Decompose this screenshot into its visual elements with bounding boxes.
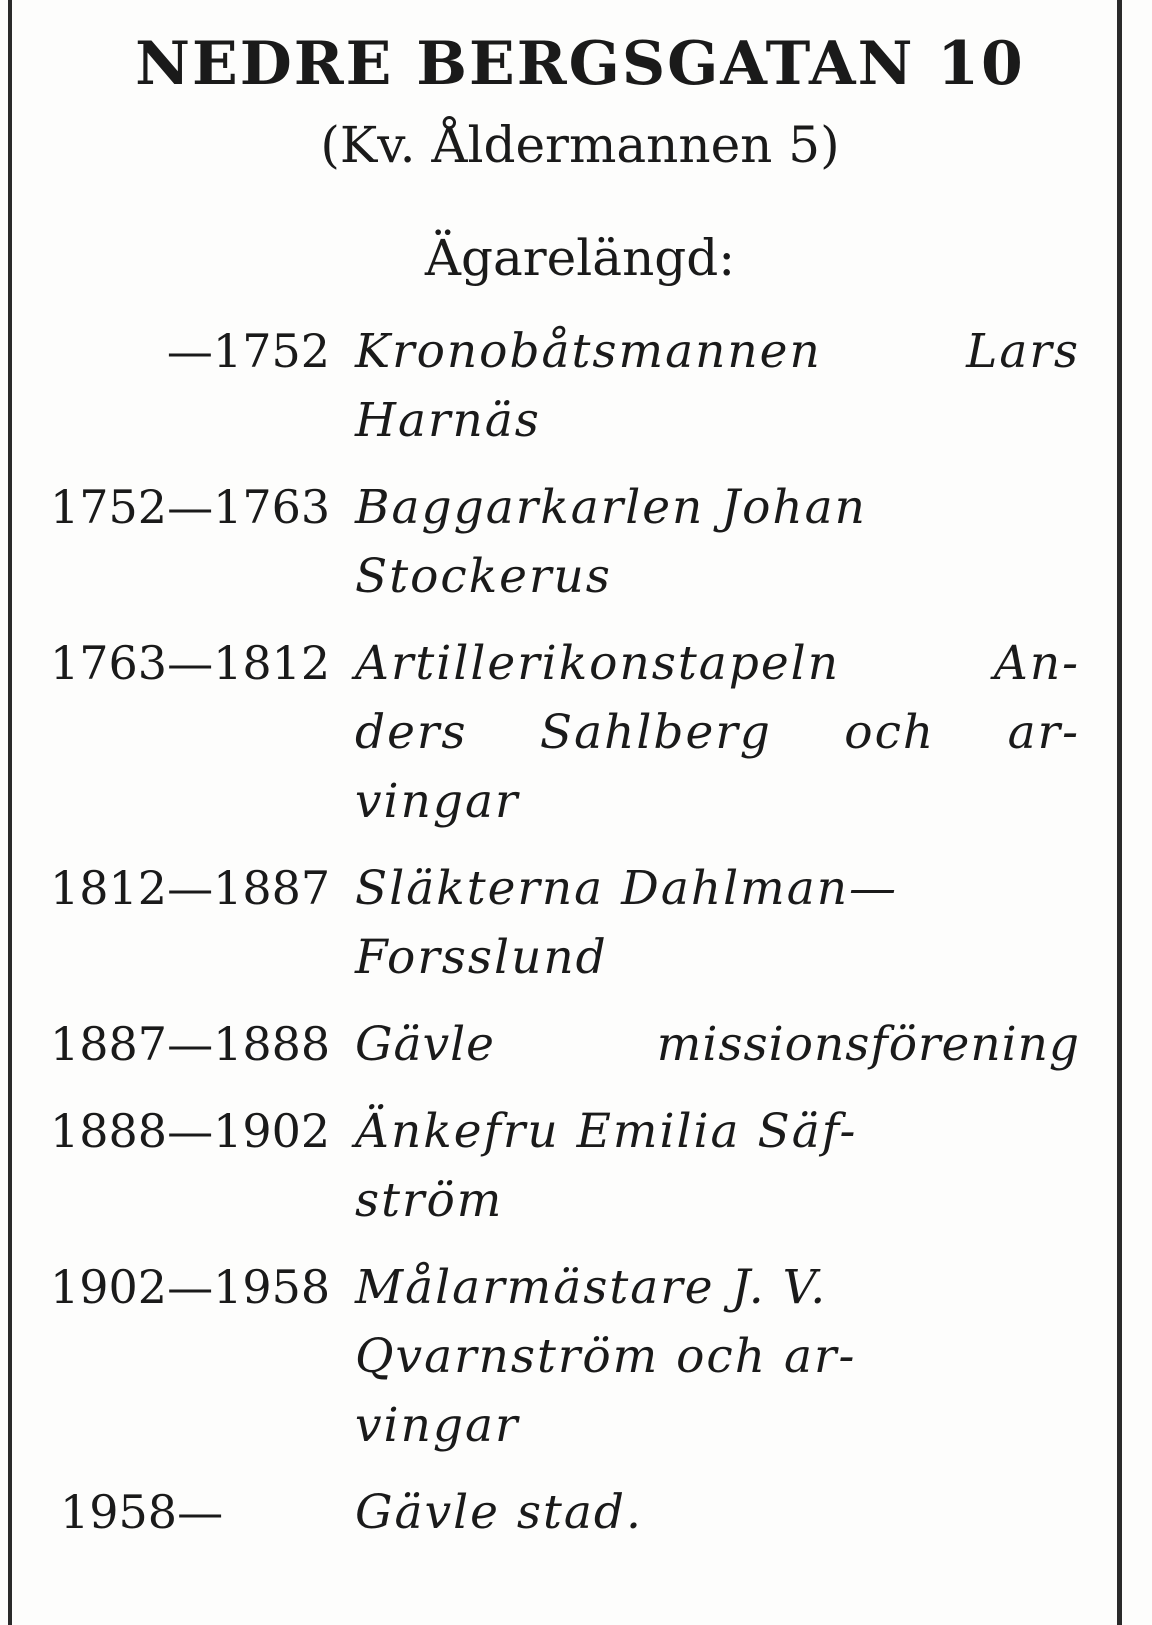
section-heading: Ägarelängd: — [424, 229, 736, 287]
owner-line: Stockerus — [355, 549, 612, 604]
owner-line: Änkefru Emilia Säf- — [355, 1104, 858, 1159]
owner-entry — [0, 854, 1152, 992]
entry-owner — [355, 1253, 1080, 1460]
owner-line: ders Sahlberg och ar- — [355, 705, 1080, 760]
owner-entry — [0, 1097, 1152, 1235]
entry-owner — [355, 629, 1080, 836]
owner-line: Kronobåtsmannen Lars — [355, 324, 1080, 379]
entry-years: 1888—1902 — [50, 1104, 331, 1158]
owner-line: Baggarkarlen Johan — [355, 480, 867, 535]
owner-line: Släkterna Dahlman— — [355, 861, 898, 916]
entry-years: 1763—1812 — [50, 636, 331, 690]
entry-owner — [355, 1010, 1080, 1079]
entry-owner — [355, 473, 1080, 611]
owner-line: Qvarnström och ar- — [355, 1329, 857, 1384]
entry-owner — [355, 1478, 1080, 1547]
entry-years: 1958— — [60, 1485, 224, 1539]
document-subtitle: (Kv. Åldermannen 5) — [320, 116, 840, 174]
entry-years: 1752—1763 — [50, 480, 331, 534]
owner-entry — [0, 473, 1152, 611]
entry-years: 1812—1887 — [50, 861, 331, 915]
owner-entry — [0, 1478, 1152, 1547]
entry-owner — [355, 1097, 1080, 1235]
owner-line: Gävle stad. — [355, 1485, 643, 1540]
owner-line: Målarmästare J. V. — [355, 1260, 828, 1315]
entry-years: 1902—1958 — [50, 1260, 331, 1314]
entry-years: —1752 — [166, 324, 330, 378]
owner-entry — [0, 317, 1152, 455]
owner-line: Artillerikonstapeln An- — [355, 636, 1080, 691]
owner-line: Forsslund — [355, 930, 608, 985]
entry-owner — [355, 854, 1080, 992]
owner-line: vingar — [355, 774, 520, 829]
owner-entry — [0, 629, 1152, 836]
owner-list — [0, 317, 1152, 1547]
entry-years: 1887—1888 — [50, 1017, 331, 1071]
owner-line: vingar — [355, 1398, 520, 1453]
owner-line: ström — [355, 1173, 504, 1228]
entry-owner — [355, 317, 1080, 455]
owner-line: Gävle missionsförening — [355, 1017, 1080, 1072]
document-title: NEDRE BERGSGATAN 10 — [135, 29, 1025, 99]
owner-entry — [0, 1010, 1152, 1079]
owner-line: Harnäs — [355, 393, 541, 448]
owner-entry — [0, 1253, 1152, 1460]
